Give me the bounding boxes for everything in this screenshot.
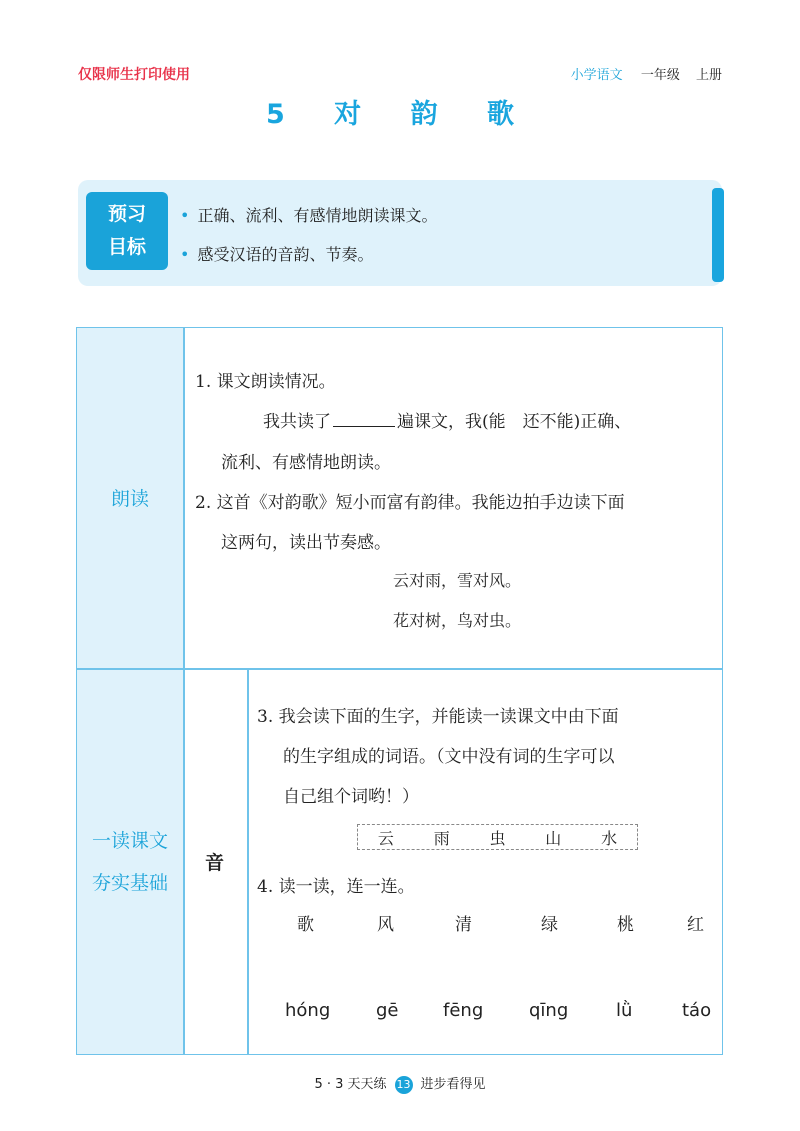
page-number: 13 xyxy=(395,1076,413,1094)
character: 雨 xyxy=(433,828,450,848)
verse-line: 云对雨，雪对风。 xyxy=(393,571,522,590)
match-pinyin[interactable]: fēng xyxy=(443,1000,484,1021)
match-pinyin[interactable]: táo xyxy=(682,1000,712,1021)
question-3-line: 3. 我会读下面的生字，并能读一读课文中由下面 xyxy=(257,707,619,727)
question-2-line: 这两句，读出节奏感。 xyxy=(221,533,391,553)
character: 虫 xyxy=(489,828,506,848)
question-1-line: 流利、有感情地朗读。 xyxy=(221,453,391,473)
question-1-title: 1. 课文朗读情况。 xyxy=(195,372,336,392)
match-hanzi[interactable]: 风 xyxy=(377,915,394,935)
character-box xyxy=(357,824,638,850)
match-hanzi[interactable]: 歌 xyxy=(297,915,314,935)
verse-line: 花对树，鸟对虫。 xyxy=(393,611,522,630)
print-notice: 仅限师生打印使用 xyxy=(78,67,190,83)
question-1-line xyxy=(263,407,631,432)
section-label-basics xyxy=(77,820,183,904)
pronunciation-label: 音 xyxy=(205,852,225,874)
bullet-icon: • xyxy=(180,245,190,264)
q1-text-pre: 我共读了 xyxy=(263,412,331,432)
grade-label: 一年级 xyxy=(640,68,680,83)
goal-tag-line2: 目标 xyxy=(107,236,146,258)
subject-label: 小学语文 xyxy=(570,68,623,83)
footer-slogan: 进步看得见 xyxy=(420,1077,486,1092)
preview-goals-box xyxy=(78,180,722,286)
match-hanzi[interactable]: 红 xyxy=(687,915,704,935)
bullet-icon: • xyxy=(180,206,190,225)
match-pinyin[interactable]: qīng xyxy=(529,1000,569,1021)
column-divider xyxy=(183,327,185,1055)
match-pinyin[interactable]: gē xyxy=(376,1000,399,1021)
preview-goals-tag xyxy=(86,192,168,270)
page-footer xyxy=(0,1073,800,1094)
goal-item-text: 正确、流利、有感情地朗读课文。 xyxy=(197,206,438,225)
goal-box-accent-strip xyxy=(712,188,724,282)
question-3-line: 的生字组成的词语。（文中没有词的生字可以 xyxy=(283,747,615,767)
question-3-line: 自己组个词哟！） xyxy=(283,787,419,807)
basics-label-line2: 夯实基础 xyxy=(91,872,168,894)
question-2-line: 2. 这首《对韵歌》短小而富有韵律。我能边拍手边读下面 xyxy=(195,493,625,513)
subcolumn-divider xyxy=(247,668,249,1055)
book-info xyxy=(571,64,722,83)
goal-tag-line1: 预习 xyxy=(107,203,146,225)
row-divider xyxy=(76,668,723,670)
footer-series: 5 · 3 天天练 xyxy=(314,1077,387,1092)
goal-item xyxy=(180,242,373,265)
goal-item xyxy=(180,203,437,226)
label-column xyxy=(77,328,183,1054)
goal-item-text: 感受汉语的音韵、节奏。 xyxy=(197,245,374,264)
character: 云 xyxy=(377,828,394,848)
character: 水 xyxy=(601,828,618,848)
basics-label-line1: 一读课文 xyxy=(91,830,168,852)
read-count-blank[interactable] xyxy=(333,410,395,427)
section-label-reading: 朗读 xyxy=(110,488,149,510)
match-hanzi[interactable]: 桃 xyxy=(617,915,634,935)
match-hanzi[interactable]: 清 xyxy=(455,915,472,935)
lesson-title: 5 对 韵 歌 xyxy=(266,99,534,130)
character: 山 xyxy=(545,828,562,848)
match-hanzi[interactable]: 绿 xyxy=(541,915,558,935)
match-pinyin[interactable]: hóng xyxy=(285,1000,331,1021)
question-4-title: 4. 读一读，连一连。 xyxy=(257,877,415,897)
match-pinyin[interactable]: lǜ xyxy=(616,1000,633,1021)
volume-label: 上册 xyxy=(695,68,722,83)
q1-text-post: 遍课文，我(能 还不能)正确、 xyxy=(397,412,632,432)
